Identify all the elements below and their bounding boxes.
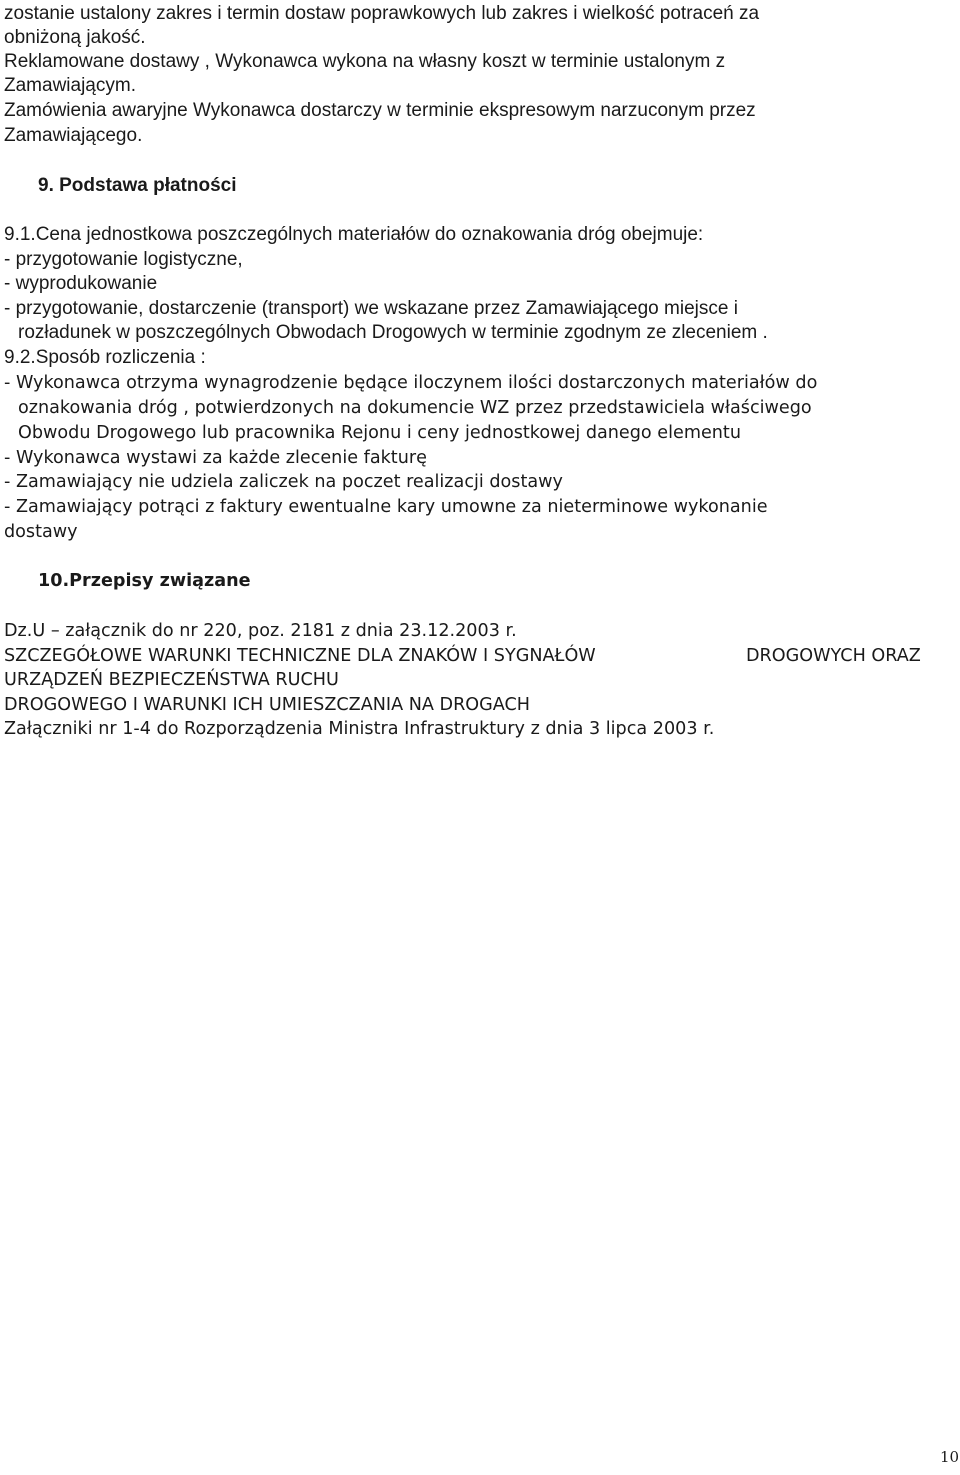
section-10-line-4: DROGOWEGO I WARUNKI ICH UMIESZCZANIA NA DROGACH	[4, 695, 531, 715]
section-9-2-line-6: - Zamawiający nie udziela zaliczek na poczet realizacji dostawy	[4, 472, 563, 492]
section-10-heading: 10.Przepisy związane	[38, 571, 251, 591]
section-10-line-1: Dz.U – załącznik do nr 220, poz. 2181 z dnia 23.12.2003 r.	[4, 621, 517, 641]
section-10-line-3: URZĄDZEŃ BEZPIECZEŃSTWA RUCHU	[4, 670, 339, 690]
section-9-2-line-8: dostawy	[4, 522, 78, 542]
section-9-1-line-1: 9.1.Cena jednostkowa poszczególnych materiałów do oznakowania dróg obejmuje:	[4, 224, 704, 245]
intro-line-3: Reklamowane dostawy , Wykonawca wykona na własny koszt w terminie ustalonym z	[4, 51, 726, 72]
intro-line-4: Zamawiającym.	[4, 75, 136, 96]
section-9-2-line-1: 9.2.Sposób rozliczenia :	[4, 347, 206, 368]
section-9-2-line-3: oznakowania dróg , potwierdzonych na dokumencie WZ przez przedstawiciela właściwego	[18, 398, 812, 418]
page-number: 10	[940, 1448, 960, 1466]
intro-line-5: Zamówienia awaryjne Wykonawca dostarczy w terminie ekspresowym narzuconym przez	[4, 100, 756, 121]
section-9-1-line-3: - wyprodukowanie	[4, 273, 158, 294]
section-9-1-line-5: rozładunek w poszczególnych Obwodach Drogowych w terminie zgodnym ze zleceniem .	[18, 322, 768, 343]
section-9-2-line-2: - Wykonawca otrzyma wynagrodzenie będące iloczynem ilości dostarczonych materiałów do	[4, 373, 818, 393]
section-9-1-line-2: - przygotowanie logistyczne,	[4, 249, 243, 270]
section-10-line-2-left: SZCZEGÓŁOWE WARUNKI TECHNICZNE DLA ZNAKÓW I SYGNAŁÓW	[4, 646, 596, 666]
intro-line-6: Zamawiającego.	[4, 125, 143, 146]
section-10-line-5: Załączniki nr 1-4 do Rozporządzenia Ministra Infrastruktury z dnia 3 lipca 2003 r.	[4, 719, 715, 739]
section-9-1-line-4: - przygotowanie, dostarczenie (transport) we wskazane przez Zamawiającego miejsce i	[4, 298, 738, 319]
section-10-line-2-right: DROGOWYCH ORAZ	[746, 646, 921, 666]
section-9-heading: 9. Podstawa płatności	[38, 175, 237, 196]
intro-line-2: obniżoną jakość.	[4, 27, 146, 48]
section-9-2-line-7: - Zamawiający potrąci z faktury ewentualne kary umowne za nieterminowe wykonanie	[4, 497, 768, 517]
section-9-2-line-5: - Wykonawca wystawi za każde zlecenie fakturę	[4, 448, 427, 468]
intro-line-1: zostanie ustalony zakres i termin dostaw poprawkowych lub zakres i wielkość potraceń za	[4, 3, 760, 24]
section-9-2-line-4: Obwodu Drogowego lub pracownika Rejonu i ceny jednostkowej danego elementu	[18, 423, 741, 443]
